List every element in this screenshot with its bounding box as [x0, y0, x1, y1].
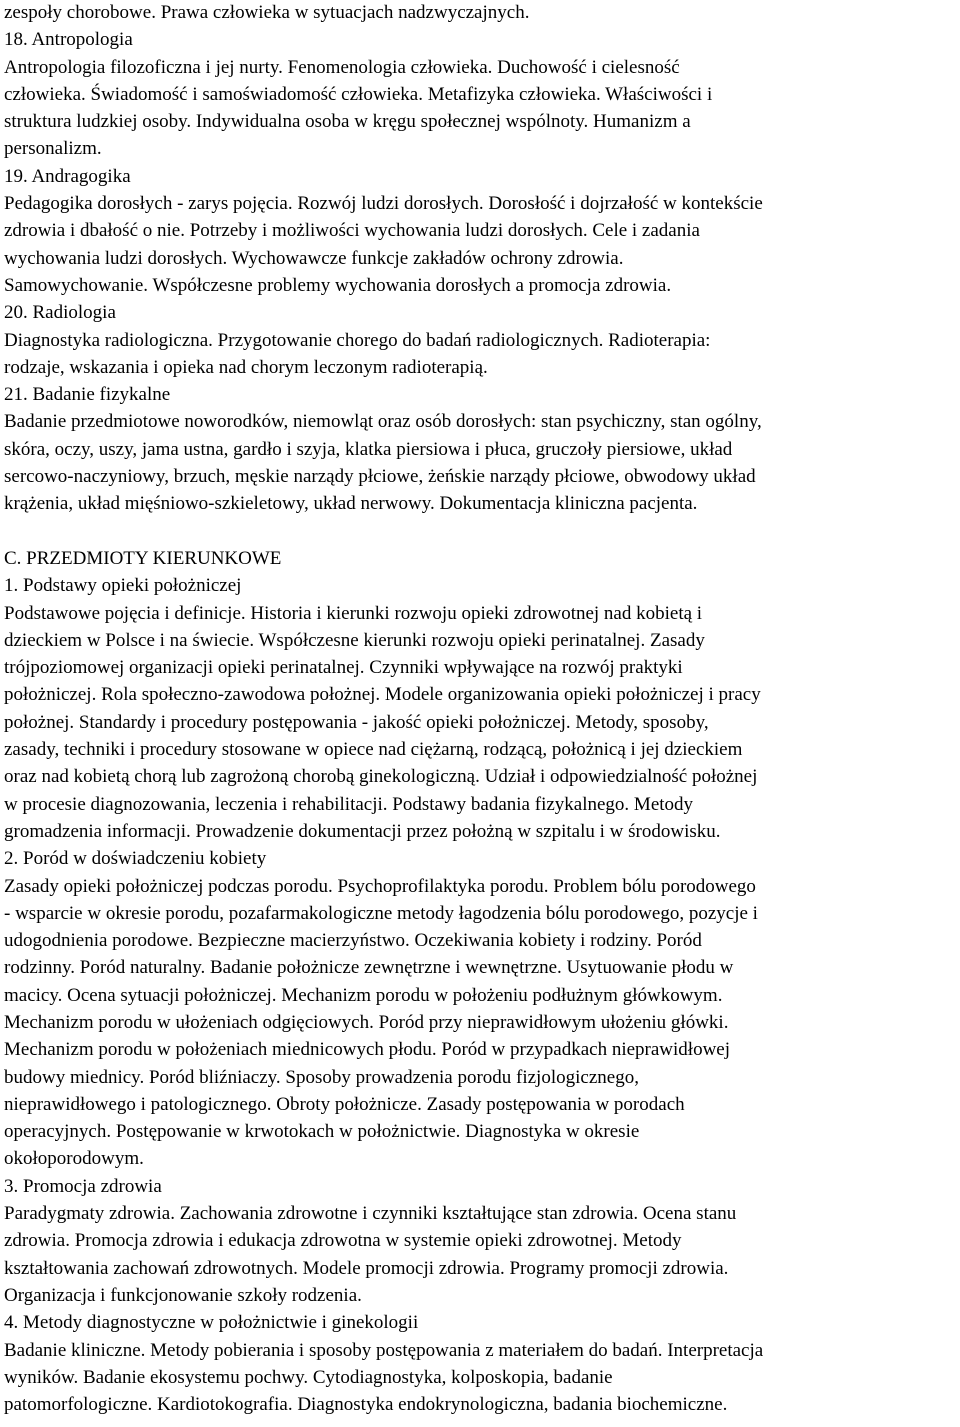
- section-paragraph: Podstawowe pojęcia i definicje. Historia i kierunki rozwoju opieki zdrowotnej nad kobietą i dzieckiem w Polsce i na świecie. Współczesne kierunki rozwoju opieki perinatalnej. Zasady trójpoziomowej organizacji opieki perinatalnej. Czynniki wpływające na rozwój praktyki położniczej. Rola społeczno-zawodowa położnej. Modele organizowania opieki położniczej i pracy położnej. Standardy i procedury postępowania - jakość opieki położniczej. Metody, sposoby, zasady, techniki i procedury stosowane w opiece nad ciężarną, rodzącą, położnicą i jej dzieckiem oraz nad kobietą chorą lub zagrożoną chorobą ginekologiczną. Udział i odpowiedzialność położnej w procesie diagnozowania, leczenia i rehabilitacji. Podstawy badania fizykalnego. Metody gromadzenia informacji. Prowadzenie dokumentacji przez położną w szpitalu i w środowisku.: [4, 602, 761, 842]
- section-heading: 19. Andragogika: [4, 165, 131, 187]
- section-paragraph: zespoły chorobowe. Prawa człowieka w sytuacjach nadzwyczajnych.: [4, 2, 530, 23]
- section-paragraph: Badanie przedmiotowe noworodków, niemowląt oraz osób dorosłych: stan psychiczny, stan ogólny, skóra, oczy, uszy, jama ustna, gardło i szyja, klatka piersiowa i płuca, gruczoły piersiowe, układ sercowo-naczyniowy, brzuch, męskie narządy płciowe, żeńskie narządy płciowe, obwodowy układ krążenia, układ mięśniowo-szkieletowy, układ nerwowy. Dokumentacja kliniczna pacjenta.: [4, 411, 762, 515]
- section-heading: 4. Metody diagnostyczne w położnictwie i ginekologii: [4, 1312, 419, 1334]
- section-heading: 1. Podstawy opieki położniczej: [4, 575, 242, 597]
- section-heading: 3. Promocja zdrowia: [4, 1175, 162, 1197]
- blank-line: [4, 518, 956, 545]
- section-paragraph: Diagnostyka radiologiczna. Przygotowanie chorego do badań radiologicznych. Radioterapia: rodzaje, wskazania i opieka nad chorym leczonym radioterapią.: [4, 329, 711, 378]
- section-heading: 20. Radiologia: [4, 302, 116, 324]
- section-paragraph: Paradygmaty zdrowia. Zachowania zdrowotne i czynniki kształtujące stan zdrowia. Ocena stanu zdrowia. Promocja zdrowia i edukacja zdrowotna w systemie opieki zdrowotnej. Metody kształtowania zachowań zdrowotnych. Modele promocji zdrowia. Programy promocji zdrowia. Organizacja i funkcjonowanie szkoły rodzenia.: [4, 1203, 737, 1306]
- section-paragraph: Badanie kliniczne. Metody pobierania i sposoby postępowania z materiałem do badań. Interpretacja wyników. Badanie ekosystemu pochwy. Cytodiagnostyka, kolposkopia, badanie patomorfologiczne. Kardiotokografia. Diagnostyka endokrynologiczna, badania biochemiczne.: [4, 1339, 764, 1416]
- section-heading: 18. Antropologia: [4, 29, 133, 51]
- section-heading: 21. Badanie fizykalne: [4, 384, 171, 406]
- section-paragraph: Antropologia filozoficzna i jej nurty. Fenomenologia człowieka. Duchowość i cielesność człowieka. Świadomość i samoświadomość człowieka. Metafizyka człowieka. Właściwości i struktura ludzkiej osoby. Indywidualna osoba w kręgu społecznej wspólnoty. Humanizm a personalizm.: [4, 56, 713, 160]
- section-heading: C. PRZEDMIOTY KIERUNKOWE: [4, 547, 282, 569]
- document-body: [4, 0, 956, 1418]
- section-heading: 2. Poród w doświadczeniu kobiety: [4, 848, 267, 870]
- section-paragraph: Zasady opieki położniczej podczas porodu. Psychoprofilaktyka porodu. Problem bólu porodowego - wsparcie w okresie porodu, pozafarmakologiczne metody łagodzenia bólu porodowego, pozycje i udogodnienia porodowe. Bezpieczne macierzyństwo. Oczekiwania kobiety i rodziny. Poród rodzinny. Poród naturalny. Badanie położnicze zewnętrzne i wewnętrzne. Usytuowanie płodu w macicy. Ocena sytuacji położniczej. Mechanizm porodu w położeniu podłużnym główkowym. Mechanizm porodu w ułożeniach odgięciowych. Poród przy nieprawidłowym ułożeniu główki. Mechanizm porodu w położeniach miednicowych płodu. Poród w przypadkach nieprawidłowej budowy miednicy. Poród bliźniaczy. Sposoby prowadzenia porodu fizjologicznego, nieprawidłowego i patologicznego. Obroty położnicze. Zasady postępowania w porodach operacyjnych. Postępowanie w krwotokach w położnictwie. Diagnostyka w okresie okołoporodowym.: [4, 875, 758, 1170]
- section-paragraph: Pedagogika dorosłych - zarys pojęcia. Rozwój ludzi dorosłych. Dorosłość i dojrzałość w kontekście zdrowia i dbałość o nie. Potrzeby i możliwości wychowania ludzi dorosłych. Cele i zadania wychowania ludzi dorosłych. Wychowawcze funkcje zakładów ochrony zdrowia. Samowychowanie. Współczesne problemy wychowania dorosłych a promocja zdrowia.: [4, 193, 763, 296]
